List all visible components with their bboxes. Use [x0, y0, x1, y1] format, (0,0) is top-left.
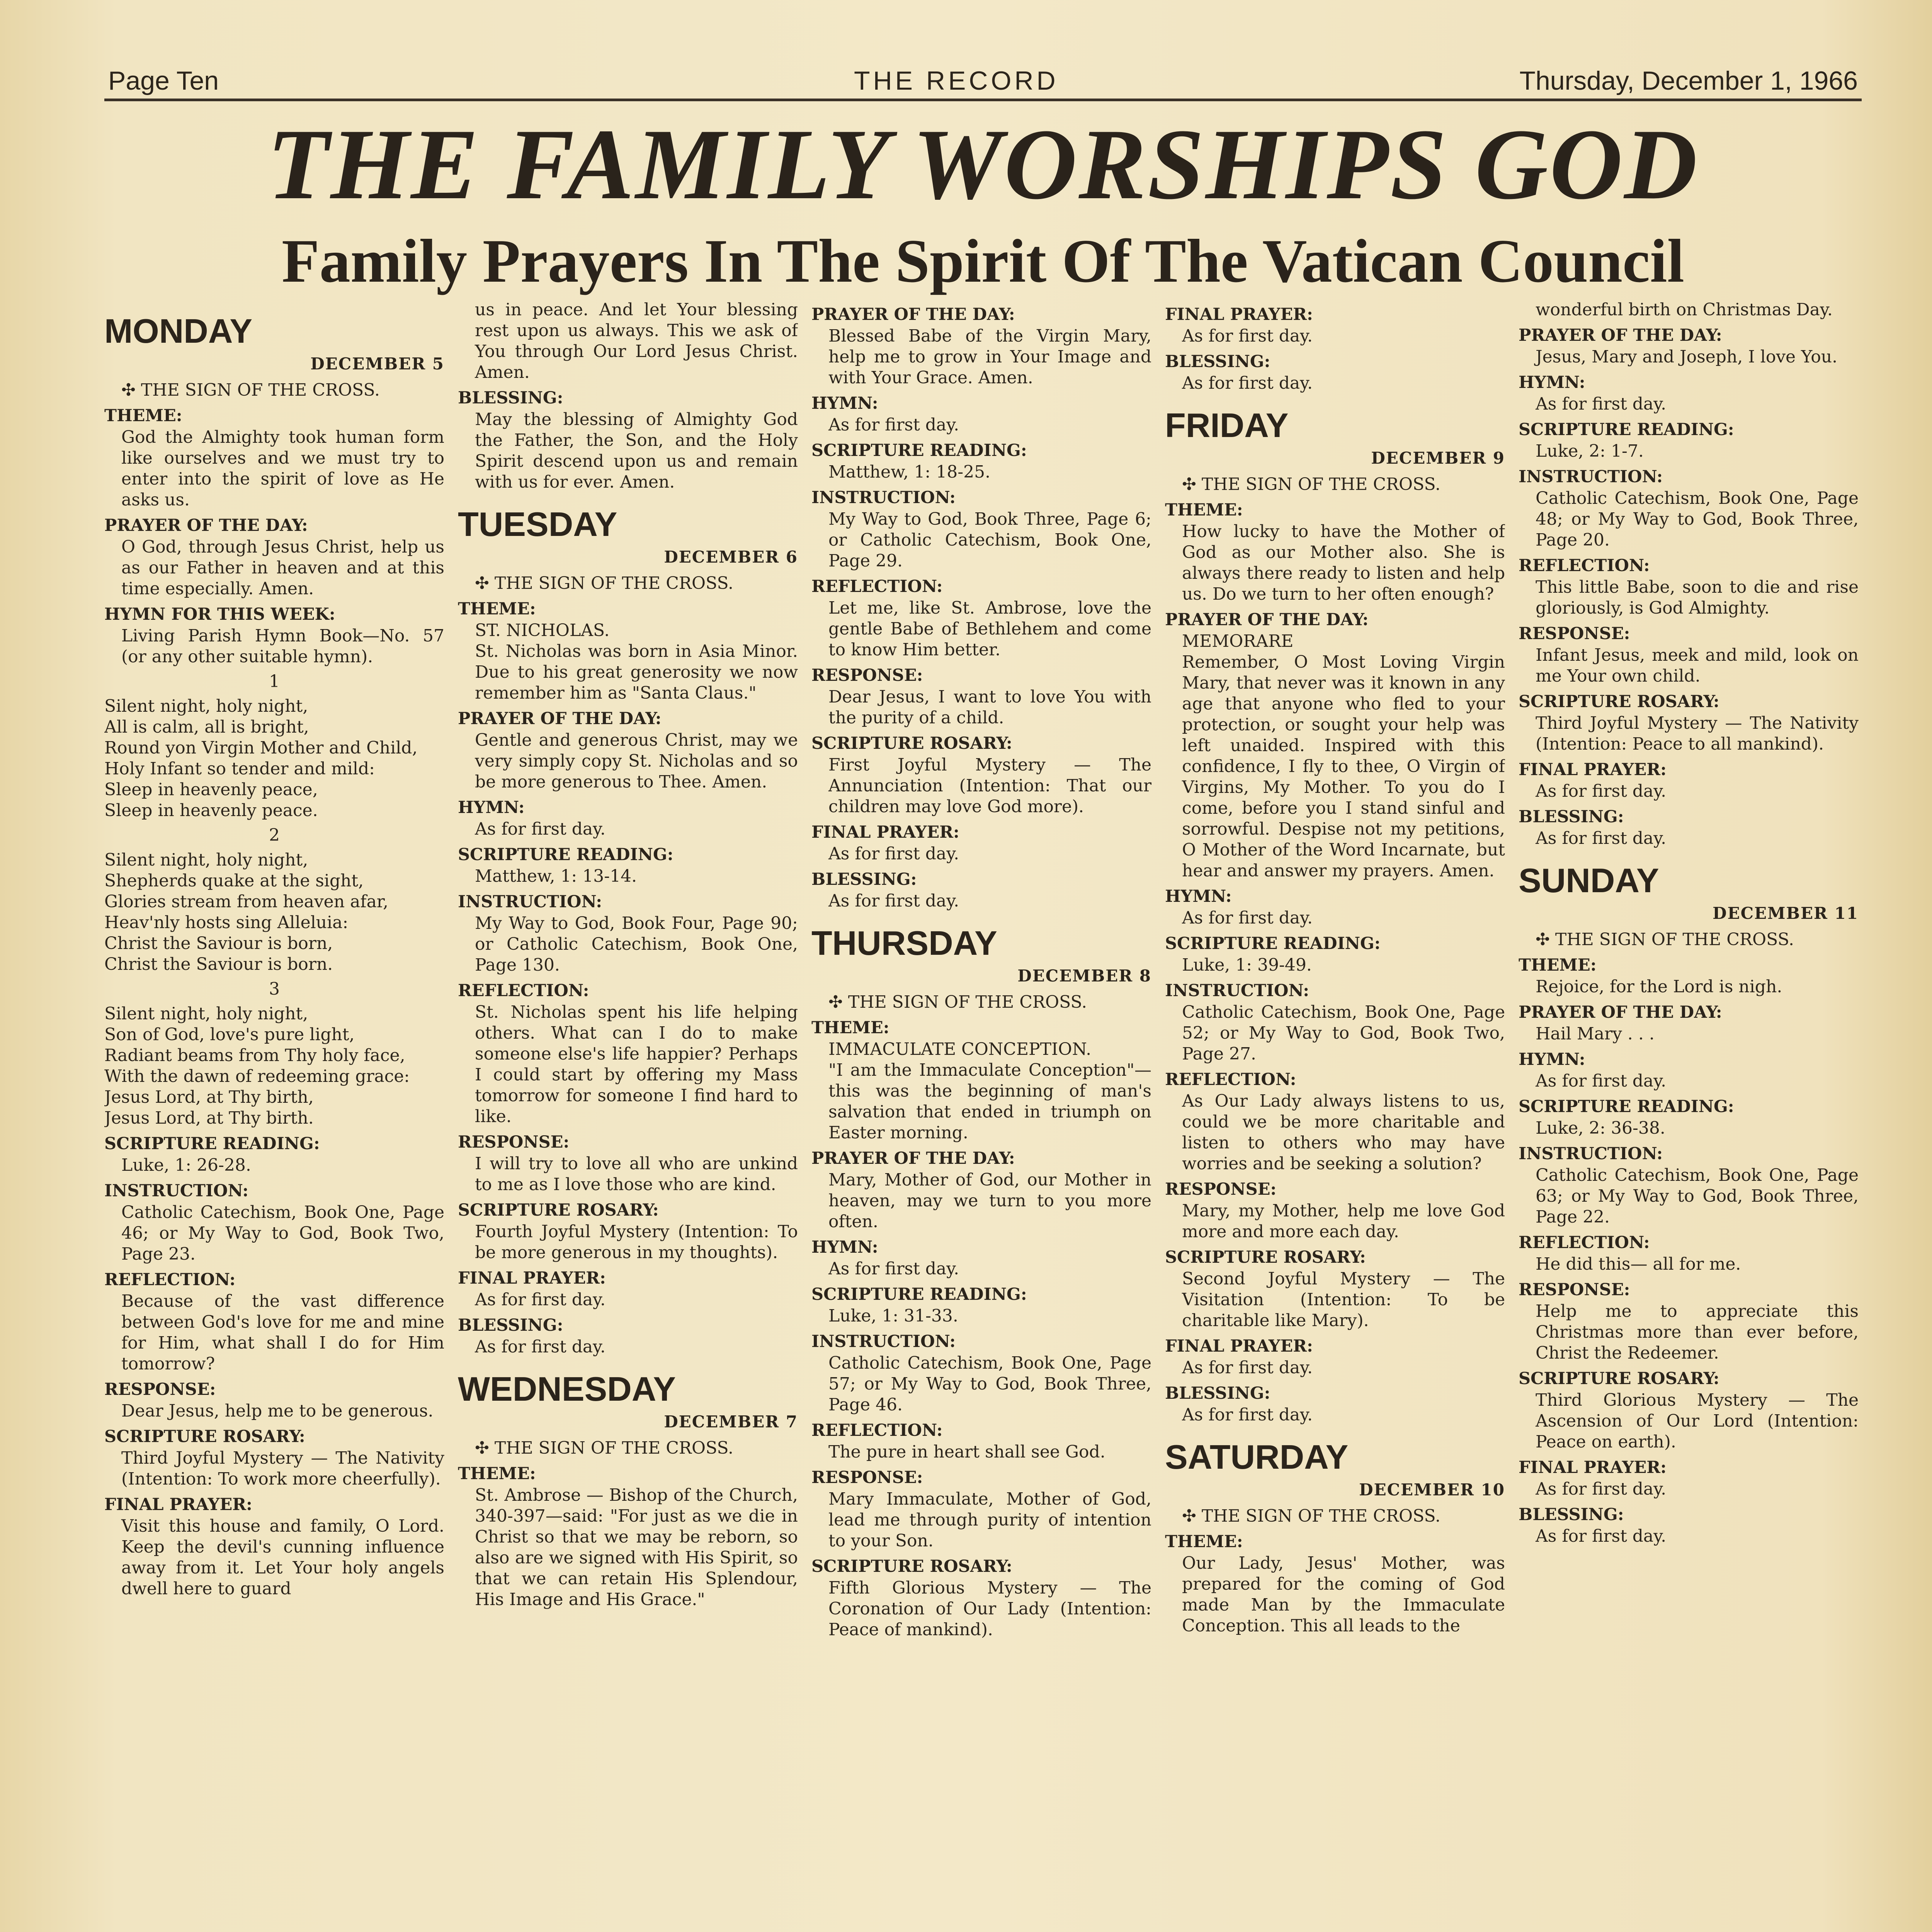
- section-label: SCRIPTURE READING:: [1519, 1097, 1734, 1116]
- section-label: SCRIPTURE READING:: [811, 1285, 1027, 1304]
- body-text: ✣ THE SIGN OF THE CROSS.: [121, 380, 380, 400]
- section-label: SCRIPTURE ROSARY:: [1165, 1248, 1366, 1267]
- body-text: Matthew, 1: 13-14.: [475, 866, 637, 886]
- section-label: THEME:: [811, 1018, 889, 1037]
- body-text: Dear Jesus, I want to love You with the purity of a child.: [828, 687, 1151, 728]
- body-text: Catholic Catechism, Book One, Page 52; or My Way to God, Book Two, Page 27.: [1182, 1002, 1505, 1064]
- section-label: SCRIPTURE READING:: [1519, 420, 1734, 439]
- day-date: DECEMBER 5: [310, 354, 444, 373]
- day-date: DECEMBER 8: [1017, 966, 1151, 985]
- body-text: Luke, 1: 26-28.: [121, 1155, 251, 1175]
- body-text: ✣ THE SIGN OF THE CROSS.: [828, 992, 1087, 1012]
- body-text: I will try to love all who are unkind to me as I love those who are kind.: [475, 1154, 798, 1194]
- section-label: INSTRUCTION:: [458, 892, 602, 912]
- body-text: As for first day.: [1536, 1479, 1667, 1499]
- body-text: God the Almighty took human form like ourselves and we must try to enter into the spirit of love as He asks us.: [121, 427, 444, 510]
- body-text: As for first day.: [475, 1337, 606, 1357]
- body-text: Living Parish Hymn Book—No. 57 (or any other suitable hymn).: [121, 626, 444, 667]
- verse-number: 2: [269, 825, 280, 845]
- section-label: PRAYER OF THE DAY:: [458, 709, 662, 728]
- section-label: FINAL PRAYER:: [1519, 1458, 1667, 1477]
- day-heading: SATURDAY: [1165, 1438, 1349, 1476]
- section-label: PRAYER OF THE DAY:: [811, 1149, 1015, 1168]
- body-text: This little Babe, soon to die and rise gloriously, is God Almighty.: [1536, 577, 1859, 618]
- body-text: First Joyful Mystery — The Annunciation (Intention: That our children may love God more).: [828, 755, 1151, 816]
- section-label: BLESSING:: [811, 870, 917, 889]
- section-label: RESPONSE:: [811, 1468, 923, 1487]
- day-date: DECEMBER 7: [664, 1412, 798, 1431]
- section-label: BLESSING:: [1165, 1384, 1270, 1403]
- body-text: The pure in heart shall see God.: [828, 1442, 1105, 1462]
- section-label: SCRIPTURE ROSARY:: [104, 1427, 305, 1446]
- body-text: As for first day.: [1182, 373, 1313, 393]
- body-text: Luke, 1: 39-49.: [1182, 955, 1312, 975]
- day-heading: SUNDAY: [1519, 861, 1659, 900]
- body-text: As for first day.: [1536, 828, 1667, 848]
- body-text: As for first day.: [1182, 326, 1313, 346]
- body-text: As for first day.: [1182, 1358, 1313, 1378]
- body-text: Hail Mary . . .: [1536, 1024, 1655, 1044]
- section-label: REFLECTION:: [104, 1270, 236, 1289]
- body-text: Third Glorious Mystery — The Ascension of Our Lord (Intention: Peace on earth).: [1536, 1390, 1859, 1452]
- body-text: Luke, 1: 31-33.: [828, 1306, 958, 1326]
- section-label: SCRIPTURE ROSARY:: [1519, 1369, 1719, 1388]
- subheadline: Family Prayers In The Spirit Of The Vatican Council: [282, 226, 1684, 295]
- body-text: Jesus, Mary and Joseph, I love You.: [1536, 347, 1838, 367]
- section-label: REFLECTION:: [458, 981, 589, 1000]
- body-text: As for first day.: [828, 1259, 959, 1279]
- day-date: DECEMBER 10: [1359, 1480, 1505, 1499]
- body-text: St. Ambrose — Bishop of the Church, 340-397—said: "For just as we die in Christ so that we may be reborn, so also are we signed with His Spirit, so that we can retain His Splendour, His Image and His Grace.": [475, 1485, 798, 1609]
- body-text: us in peace. And let Your blessing rest upon us always. This we ask of You through Our Lord Jesus Christ. Amen.: [475, 300, 798, 382]
- body-text: How lucky to have the Mother of God as our Mother also. She is always there ready to listen and help us. Do we turn to her often enough?: [1182, 522, 1505, 604]
- section-label: THEME:: [458, 599, 536, 619]
- section-label: THEME:: [1165, 1532, 1243, 1551]
- body-text: As for first day.: [1536, 781, 1667, 801]
- body-text: O God, through Jesus Christ, help us as our Father in heaven and at this time especially. Amen.: [121, 537, 444, 599]
- prayer-column-1: [104, 299, 444, 1932]
- body-text: Luke, 2: 1-7.: [1536, 441, 1644, 461]
- body-text: Catholic Catechism, Book One, Page 46; or My Way to God, Book Two, Page 23.: [121, 1202, 444, 1264]
- section-label: REFLECTION:: [811, 1421, 943, 1440]
- body-text: ST. NICHOLAS.: [475, 621, 610, 640]
- section-label: FINAL PRAYER:: [104, 1495, 252, 1514]
- newspaper-name: THE RECORD: [854, 66, 1059, 95]
- day-date: DECEMBER 11: [1713, 904, 1859, 923]
- section-label: HYMN:: [1519, 1050, 1585, 1069]
- section-label: BLESSING:: [458, 1316, 563, 1335]
- body-text: Catholic Catechism, Book One, Page 63; or My Way to God, Book Three, Page 22.: [1536, 1165, 1859, 1227]
- section-label: PRAYER OF THE DAY:: [811, 305, 1015, 324]
- body-text: Remember, O Most Loving Virgin Mary, that never was it known in any age that anyone who fled to your protection, or sought your help was left unaided. Inspired with this confidence, I fly to thee, O Virgin of Virgins, My Mother. To you do I come, before you I stand sinful and sorrowful. Despise not my petitions, O Mother of the Word Incarnate, but hear and answer my prayers. Amen.: [1182, 652, 1505, 881]
- body-text: Blessed Babe of the Virgin Mary, help me to grow in Your Image and with Your Grace. Amen.: [828, 326, 1151, 388]
- section-label: FINAL PRAYER:: [1165, 305, 1313, 324]
- section-label: INSTRUCTION:: [1519, 1144, 1663, 1163]
- section-label: INSTRUCTION:: [811, 1332, 956, 1351]
- page-header: [108, 58, 1858, 97]
- section-label: THEME:: [104, 406, 182, 425]
- section-label: INSTRUCTION:: [1165, 981, 1310, 1000]
- body-text: As for first day.: [1536, 1526, 1667, 1546]
- section-label: SCRIPTURE READING:: [458, 845, 673, 864]
- body-text: As for first day.: [475, 819, 606, 839]
- body-text: As for first day.: [828, 844, 959, 864]
- body-text: ✣ THE SIGN OF THE CROSS.: [475, 573, 734, 593]
- day-heading: FRIDAY: [1165, 406, 1289, 444]
- verse-number: 1: [269, 672, 280, 691]
- section-label: THEME:: [458, 1464, 536, 1483]
- body-text: Help me to appreciate this Christmas more than ever before, Christ the Redeemer.: [1536, 1301, 1859, 1363]
- prayer-column-3: [811, 299, 1151, 1932]
- section-label: HYMN:: [458, 798, 525, 817]
- section-label: SCRIPTURE ROSARY:: [811, 734, 1012, 753]
- section-label: REFLECTION:: [1519, 1233, 1650, 1252]
- body-text: MEMORARE: [1182, 631, 1294, 651]
- body-text: wonderful birth on Christmas Day.: [1536, 300, 1833, 320]
- day-date: DECEMBER 9: [1371, 449, 1505, 468]
- hymn-verse: Silent night, holy night, Shepherds quake at the sight, Glories stream from heaven afar, Heav'nly hosts sing Alleluia: Christ the Saviour is born, Christ the Saviour is born.: [104, 850, 388, 974]
- section-label: SCRIPTURE READING:: [1165, 934, 1381, 953]
- section-label: PRAYER OF THE DAY:: [1519, 326, 1722, 345]
- body-text: My Way to God, Book Four, Page 90; or Catholic Catechism, Book One, Page 130.: [475, 913, 798, 975]
- body-text: Matthew, 1: 18-25.: [828, 462, 991, 482]
- verse-number: 3: [269, 979, 280, 999]
- section-label: FINAL PRAYER:: [458, 1269, 606, 1288]
- section-label: INSTRUCTION:: [1519, 467, 1663, 486]
- body-text: Mary Immaculate, Mother of God, lead me through purity of intention to your Son.: [828, 1489, 1151, 1551]
- section-label: BLESSING:: [1519, 1505, 1624, 1524]
- section-label: PRAYER OF THE DAY:: [1519, 1003, 1722, 1022]
- body-text: Fifth Glorious Mystery — The Coronation of Our Lady (Intention: Peace of mankind).: [828, 1578, 1151, 1639]
- day-heading: MONDAY: [104, 312, 253, 350]
- section-label: SCRIPTURE ROSARY:: [811, 1557, 1012, 1576]
- prayer-columns: [104, 299, 1859, 1932]
- body-text: As for first day.: [1536, 394, 1667, 414]
- body-text: As for first day.: [1536, 1071, 1667, 1091]
- hymn-verse: Silent night, holy night, All is calm, all is bright, Round yon Virgin Mother and Child, Holy Infant so tender and mild: Sleep in heavenly peace, Sleep in heavenly peace.: [104, 696, 418, 820]
- body-text: As for first day.: [1182, 1405, 1313, 1425]
- section-label: FINAL PRAYER:: [811, 823, 959, 842]
- section-label: SCRIPTURE READING:: [104, 1134, 320, 1153]
- section-label: HYMN FOR THIS WEEK:: [104, 605, 335, 624]
- section-label: RESPONSE:: [1519, 1280, 1630, 1299]
- section-label: THEME:: [1519, 956, 1597, 975]
- body-text: ✣ THE SIGN OF THE CROSS.: [1536, 930, 1794, 949]
- section-label: BLESSING:: [1519, 807, 1624, 827]
- section-label: RESPONSE:: [458, 1133, 570, 1152]
- day-heading: TUESDAY: [458, 505, 617, 543]
- body-text: As for first day.: [828, 891, 959, 911]
- body-text: St. Nicholas was born in Asia Minor. Due to his great generosity we now remember him as "Santa Claus.": [475, 641, 798, 703]
- section-label: RESPONSE:: [1165, 1180, 1277, 1199]
- body-text: IMMACULATE CONCEPTION.: [828, 1039, 1092, 1059]
- page-number: Page Ten: [108, 66, 219, 95]
- body-text: Third Joyful Mystery — The Nativity (Intention: To work more cheerfully).: [121, 1448, 444, 1489]
- section-label: HYMN:: [1165, 887, 1232, 906]
- section-label: PRAYER OF THE DAY:: [1165, 610, 1369, 629]
- body-text: As Our Lady always listens to us, could we be more charitable and listen to others who may have worries and be seeking a solution?: [1182, 1091, 1505, 1173]
- body-text: Mary, Mother of God, our Mother in heaven, may we turn to you more often.: [828, 1170, 1151, 1231]
- section-label: PRAYER OF THE DAY:: [104, 516, 308, 535]
- section-label: SCRIPTURE ROSARY:: [1519, 692, 1719, 711]
- hymn-verse: Silent night, holy night, Son of God, love's pure light, Radiant beams from Thy holy face, With the dawn of redeeming grace: Jesus Lord, at Thy birth, Jesus Lord, at Thy birth.: [104, 1004, 410, 1128]
- body-text: Gentle and generous Christ, may we very simply copy St. Nicholas and so be more generous to Thee. Amen.: [475, 730, 798, 792]
- body-text: Fourth Joyful Mystery (Intention: To be more generous in my thoughts).: [475, 1222, 798, 1262]
- section-label: REFLECTION:: [1519, 556, 1650, 575]
- prayer-column-5: [1519, 299, 1859, 1932]
- body-text: Let me, like St. Ambrose, love the gentle Babe of Bethlehem and come to know Him better.: [828, 598, 1151, 660]
- body-text: Luke, 2: 36-38.: [1536, 1118, 1665, 1138]
- body-text: Our Lady, Jesus' Mother, was prepared for the coming of God made Man by the Immaculate Conception. This all leads to the: [1182, 1553, 1505, 1636]
- body-text: St. Nicholas spent his life helping others. What can I do to make someone else's life happier? Perhaps I could start by offering my Mass tomorrow for someone I find hard to like.: [475, 1002, 798, 1126]
- body-text: Third Joyful Mystery — The Nativity (Intention: Peace to all mankind).: [1536, 713, 1859, 754]
- body-text: Catholic Catechism, Book One, Page 48; or My Way to God, Book Three, Page 20.: [1536, 488, 1859, 550]
- section-label: SCRIPTURE READING:: [811, 441, 1027, 460]
- body-text: Infant Jesus, meek and mild, look on me Your own child.: [1536, 645, 1859, 686]
- header-rule: [104, 99, 1862, 101]
- section-label: RESPONSE:: [811, 666, 923, 685]
- body-text: Because of the vast difference between God's love for me and mine for Him, what shall I do for Him tomorrow?: [121, 1291, 444, 1374]
- body-text: ✣ THE SIGN OF THE CROSS.: [1182, 1506, 1441, 1526]
- issue-date: Thursday, December 1, 1966: [1519, 66, 1858, 95]
- body-text: As for first day.: [828, 415, 959, 435]
- body-text: He did this— all for me.: [1536, 1254, 1741, 1274]
- section-label: RESPONSE:: [1519, 624, 1630, 643]
- day-heading: THURSDAY: [811, 924, 997, 962]
- section-label: BLESSING:: [458, 388, 563, 408]
- body-text: Catholic Catechism, Book One, Page 57; or My Way to God, Book Three, Page 46.: [828, 1353, 1151, 1415]
- section-label: REFLECTION:: [811, 577, 943, 596]
- section-label: HYMN:: [1519, 373, 1585, 392]
- section-label: RESPONSE:: [104, 1380, 216, 1399]
- section-label: SCRIPTURE ROSARY:: [458, 1201, 659, 1220]
- body-text: "I am the Immaculate Conception"—this was the beginning of man's salvation that ended in triumph on Easter morning.: [828, 1060, 1151, 1143]
- body-text: ✣ THE SIGN OF THE CROSS.: [475, 1438, 734, 1458]
- section-label: REFLECTION:: [1165, 1070, 1296, 1089]
- headline: THE FAMILY WORSHIPS GOD: [267, 108, 1699, 220]
- section-label: FINAL PRAYER:: [1165, 1337, 1313, 1356]
- section-label: INSTRUCTION:: [811, 488, 956, 507]
- day-date: DECEMBER 6: [664, 548, 798, 566]
- prayer-column-2: [458, 299, 798, 1932]
- body-text: Second Joyful Mystery — The Visitation (Intention: To be charitable like Mary).: [1182, 1269, 1505, 1330]
- body-text: Visit this house and family, O Lord. Keep the devil's cunning influence away from it. Let Your holy angels dwell here to guard: [121, 1516, 444, 1599]
- body-text: ✣ THE SIGN OF THE CROSS.: [1182, 474, 1441, 494]
- body-text: May the blessing of Almighty God the Father, the Son, and the Holy Spirit descend upon us and remain with us for ever. Amen.: [475, 410, 798, 492]
- body-text: As for first day.: [475, 1290, 606, 1310]
- section-label: HYMN:: [811, 1238, 878, 1257]
- section-label: INSTRUCTION:: [104, 1181, 249, 1201]
- prayer-column-4: [1165, 299, 1505, 1932]
- section-label: BLESSING:: [1165, 352, 1270, 371]
- body-text: As for first day.: [1182, 908, 1313, 928]
- day-heading: WEDNESDAY: [458, 1370, 676, 1408]
- section-label: HYMN:: [811, 394, 878, 413]
- section-label: FINAL PRAYER:: [1519, 760, 1667, 779]
- body-text: Dear Jesus, help me to be generous.: [121, 1401, 434, 1421]
- body-text: Mary, my Mother, help me love God more and more each day.: [1182, 1201, 1505, 1242]
- body-text: Rejoice, for the Lord is nigh.: [1536, 977, 1782, 997]
- section-label: THEME:: [1165, 500, 1243, 520]
- body-text: My Way to God, Book Three, Page 6; or Catholic Catechism, Book One, Page 29.: [828, 509, 1151, 571]
